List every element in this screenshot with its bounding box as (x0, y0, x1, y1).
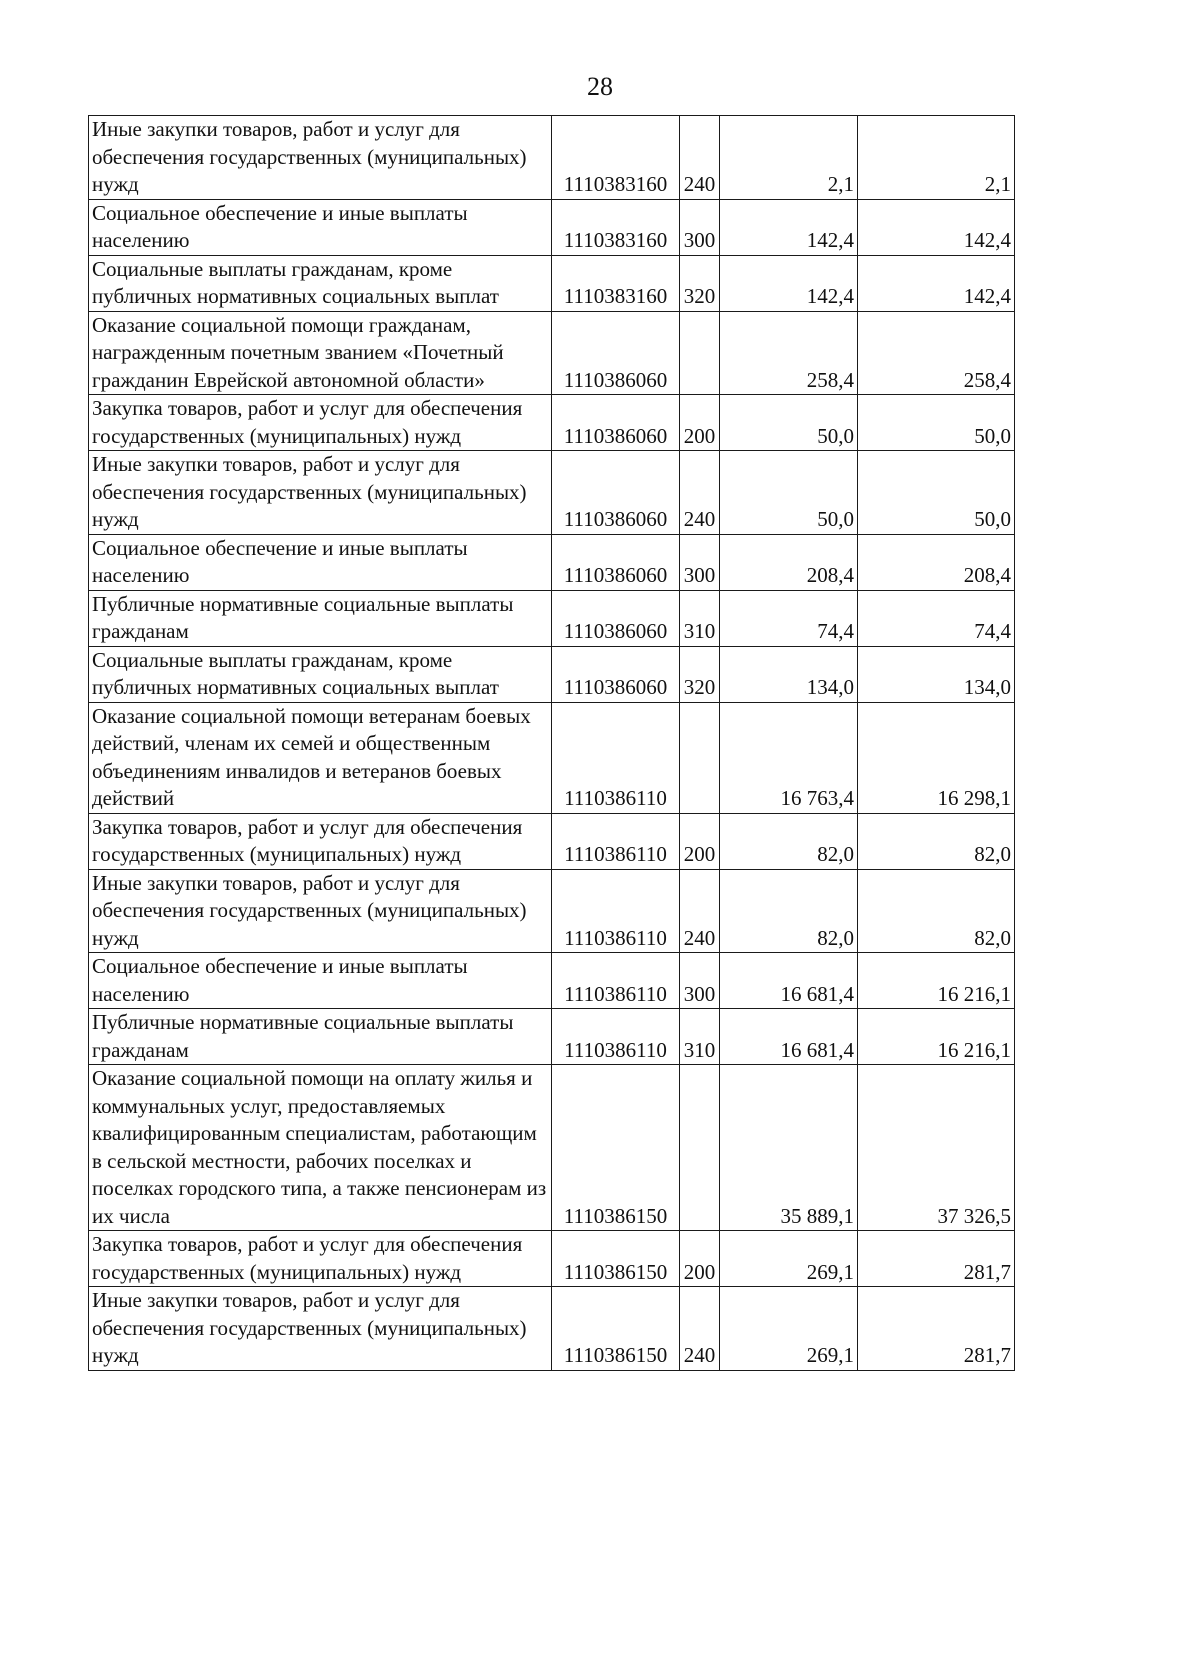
target-code-cell: 1110386150 (552, 1231, 680, 1287)
table-row (89, 451, 1015, 535)
table-row (89, 255, 1015, 311)
expense-type-cell: 240 (680, 1287, 720, 1371)
expense-type-cell: 310 (680, 1009, 720, 1065)
expense-type-cell: 300 (680, 534, 720, 590)
expense-type-cell: 200 (680, 1231, 720, 1287)
table-row (89, 590, 1015, 646)
target-code-cell: 1110386110 (552, 953, 680, 1009)
description-cell: Публичные нормативные социальные выплаты гражданам (89, 1009, 552, 1065)
target-code-cell: 1110386060 (552, 311, 680, 395)
amount-year-1-cell: 50,0 (720, 451, 858, 535)
description-cell: Иные закупки товаров, работ и услуг для обеспечения государственных (муниципальных) нужд (89, 1287, 552, 1371)
amount-year-2-cell: 2,1 (858, 116, 1015, 200)
target-code-cell: 1110386060 (552, 451, 680, 535)
description-cell: Социальное обеспечение и иные выплаты населению (89, 199, 552, 255)
amount-year-1-cell: 258,4 (720, 311, 858, 395)
description-cell: Закупка товаров, работ и услуг для обеспечения государственных (муниципальных) нужд (89, 1231, 552, 1287)
expense-type-cell: 240 (680, 451, 720, 535)
amount-year-1-cell: 142,4 (720, 255, 858, 311)
amount-year-1-cell: 74,4 (720, 590, 858, 646)
expense-type-cell: 310 (680, 590, 720, 646)
description-cell: Закупка товаров, работ и услуг для обеспечения государственных (муниципальных) нужд (89, 813, 552, 869)
budget-table (88, 115, 1015, 1371)
table-row (89, 1009, 1015, 1065)
amount-year-2-cell: 50,0 (858, 451, 1015, 535)
amount-year-2-cell: 16 216,1 (858, 953, 1015, 1009)
table-row (89, 646, 1015, 702)
amount-year-1-cell: 82,0 (720, 813, 858, 869)
budget-table-body (89, 116, 1015, 1371)
table-row (89, 116, 1015, 200)
description-cell: Закупка товаров, работ и услуг для обеспечения государственных (муниципальных) нужд (89, 395, 552, 451)
description-cell: Иные закупки товаров, работ и услуг для обеспечения государственных (муниципальных) нужд (89, 869, 552, 953)
amount-year-2-cell: 16 298,1 (858, 702, 1015, 813)
target-code-cell: 1110386060 (552, 534, 680, 590)
expense-type-cell: 300 (680, 199, 720, 255)
amount-year-1-cell: 134,0 (720, 646, 858, 702)
target-code-cell: 1110383160 (552, 116, 680, 200)
target-code-cell: 1110386150 (552, 1065, 680, 1231)
description-cell: Публичные нормативные социальные выплаты гражданам (89, 590, 552, 646)
page-number: 28 (587, 72, 613, 101)
description-cell: Оказание социальной помощи на оплату жилья и коммунальных услуг, предоставляемых квалифицированным специалистам, работающим в сельской местности, рабочих поселках и поселках городского типа, а также пенсионерам из их числа (89, 1065, 552, 1231)
target-code-cell: 1110386110 (552, 813, 680, 869)
description-cell: Социальные выплаты гражданам, кроме публичных нормативных социальных выплат (89, 646, 552, 702)
amount-year-2-cell: 82,0 (858, 869, 1015, 953)
amount-year-2-cell: 142,4 (858, 199, 1015, 255)
expense-type-cell: 240 (680, 116, 720, 200)
table-row (89, 813, 1015, 869)
amount-year-1-cell: 50,0 (720, 395, 858, 451)
target-code-cell: 1110386110 (552, 869, 680, 953)
expense-type-cell: 200 (680, 395, 720, 451)
table-row (89, 534, 1015, 590)
target-code-cell: 1110386060 (552, 590, 680, 646)
table-row (89, 395, 1015, 451)
target-code-cell: 1110386150 (552, 1287, 680, 1371)
amount-year-1-cell: 269,1 (720, 1231, 858, 1287)
amount-year-2-cell: 16 216,1 (858, 1009, 1015, 1065)
amount-year-2-cell: 74,4 (858, 590, 1015, 646)
expense-type-cell (680, 1065, 720, 1231)
description-cell: Иные закупки товаров, работ и услуг для обеспечения государственных (муниципальных) нужд (89, 451, 552, 535)
amount-year-1-cell: 82,0 (720, 869, 858, 953)
amount-year-2-cell: 50,0 (858, 395, 1015, 451)
expense-type-cell: 200 (680, 813, 720, 869)
target-code-cell: 1110386110 (552, 1009, 680, 1065)
description-cell: Оказание социальной помощи ветеранам боевых действий, членам их семей и общественным объединениям инвалидов и ветеранов боевых действий (89, 702, 552, 813)
amount-year-1-cell: 2,1 (720, 116, 858, 200)
amount-year-2-cell: 208,4 (858, 534, 1015, 590)
amount-year-1-cell: 16 763,4 (720, 702, 858, 813)
expense-type-cell: 320 (680, 255, 720, 311)
target-code-cell: 1110386060 (552, 395, 680, 451)
amount-year-2-cell: 258,4 (858, 311, 1015, 395)
table-row (89, 1287, 1015, 1371)
table-row (89, 311, 1015, 395)
table-row (89, 199, 1015, 255)
amount-year-1-cell: 142,4 (720, 199, 858, 255)
table-row (89, 869, 1015, 953)
amount-year-1-cell: 16 681,4 (720, 1009, 858, 1065)
amount-year-2-cell: 281,7 (858, 1231, 1015, 1287)
table-row (89, 953, 1015, 1009)
description-cell: Иные закупки товаров, работ и услуг для обеспечения государственных (муниципальных) нужд (89, 116, 552, 200)
amount-year-2-cell: 281,7 (858, 1287, 1015, 1371)
table-row (89, 1231, 1015, 1287)
amount-year-1-cell: 208,4 (720, 534, 858, 590)
amount-year-2-cell: 142,4 (858, 255, 1015, 311)
expense-type-cell: 300 (680, 953, 720, 1009)
description-cell: Оказание социальной помощи гражданам, награжденным почетным званием «Почетный гражданин Еврейской автономной области» (89, 311, 552, 395)
table-row (89, 702, 1015, 813)
expense-type-cell: 320 (680, 646, 720, 702)
table-row (89, 1065, 1015, 1231)
target-code-cell: 1110386110 (552, 702, 680, 813)
amount-year-2-cell: 134,0 (858, 646, 1015, 702)
amount-year-2-cell: 37 326,5 (858, 1065, 1015, 1231)
description-cell: Социальное обеспечение и иные выплаты населению (89, 534, 552, 590)
amount-year-2-cell: 82,0 (858, 813, 1015, 869)
target-code-cell: 1110383160 (552, 255, 680, 311)
expense-type-cell: 240 (680, 869, 720, 953)
description-cell: Социальное обеспечение и иные выплаты населению (89, 953, 552, 1009)
expense-type-cell (680, 311, 720, 395)
description-cell: Социальные выплаты гражданам, кроме публичных нормативных социальных выплат (89, 255, 552, 311)
expense-type-cell (680, 702, 720, 813)
target-code-cell: 1110386060 (552, 646, 680, 702)
amount-year-1-cell: 35 889,1 (720, 1065, 858, 1231)
amount-year-1-cell: 16 681,4 (720, 953, 858, 1009)
target-code-cell: 1110383160 (552, 199, 680, 255)
amount-year-1-cell: 269,1 (720, 1287, 858, 1371)
